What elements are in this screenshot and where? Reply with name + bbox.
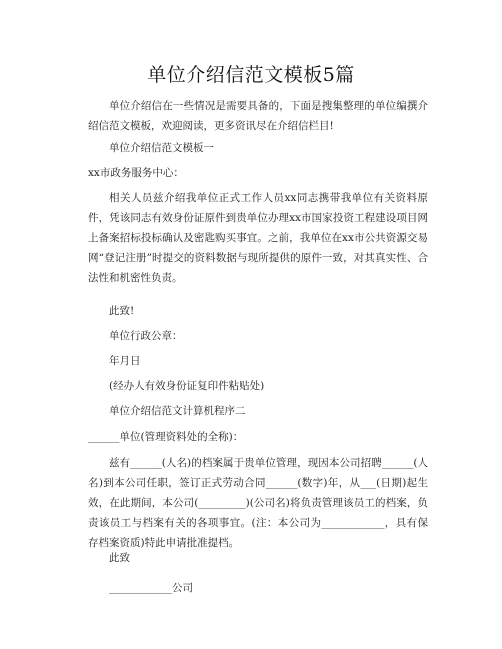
section1-closing: 此致! (109, 305, 135, 317)
section2-company-text: 公司 (172, 582, 193, 594)
section2-closing: 此致 (109, 552, 130, 564)
body-text-e: (日期)起生效，在此期间，本公司( (88, 477, 428, 509)
document-title: 单位介绍信范文模板5篇 (147, 64, 355, 86)
body-text-d: (数字)年，从 (297, 477, 361, 489)
section1-addressee: xx市政务服务中心： (88, 167, 184, 179)
intro-paragraph: 单位介绍信在一些情况是需要具备的，下面是搜集整理的单位编撰介绍信范文模板，欢迎阅读，更多资讯尽在介绍信栏目! (88, 100, 428, 132)
section1-id-note: (经办人有效身份证复印件粘贴处) (109, 380, 265, 392)
section2-addressee-text: 单位(管理资料处的全称)： (119, 431, 244, 443)
section1-heading: 单位介绍信范文模板一 (109, 142, 214, 154)
section1-date-line: 年月日 (109, 355, 141, 367)
section2-company-line: ____________公司 (109, 582, 193, 594)
body-text-a: 兹有 (109, 457, 131, 469)
section2-heading: 单位介绍信范文计算机程序二 (109, 405, 246, 417)
body-text-b: (人名)的档案属于贵单位管理，现因本公司招聘 (161, 457, 382, 469)
section2-body: 兹有______(人名)的档案属于贵单位管理，现因本公司招聘______(人名)到本公司任职，签订正式劳动合同______(数字)年，从___(日期)起生效，在此期间，本公司(_________)(公司名)将负责管理该员工的档案，负责该员工与档案有关的各项事宜。(注：本公司为____________，具有保存档案资质)特此申请批准提档。 (88, 457, 428, 549)
body-text-f: )(公司名)将负责管理该员工的档案，负责该员工与档案有关的各项事宜。(注：本公司为 (88, 497, 428, 529)
section2-addressee: ______单位(管理资料处的全称)： (88, 431, 244, 443)
section1-body: 相关人员兹介绍我单位正式工作人员xx同志携带我单位有关资料原件，凭该同志有效身份证原件到贵单位办理xx市国家投资工程建设项目网上备案招标投标确认及密匙购买事宜。之前，我单位在xx市公共资源交易网“登记注册”时提交的资料数据与现所提供的原件一致，对其真实性、合法性和机密性负责。 (88, 192, 428, 284)
body-text-g: ，具有保存档案资质)特此申请批准提档。 (88, 517, 428, 549)
section1-seal-line: 单位行政公章： (109, 330, 183, 342)
body-text-c: (人名)到本公司任职，签订正式劳动合同 (88, 457, 428, 489)
